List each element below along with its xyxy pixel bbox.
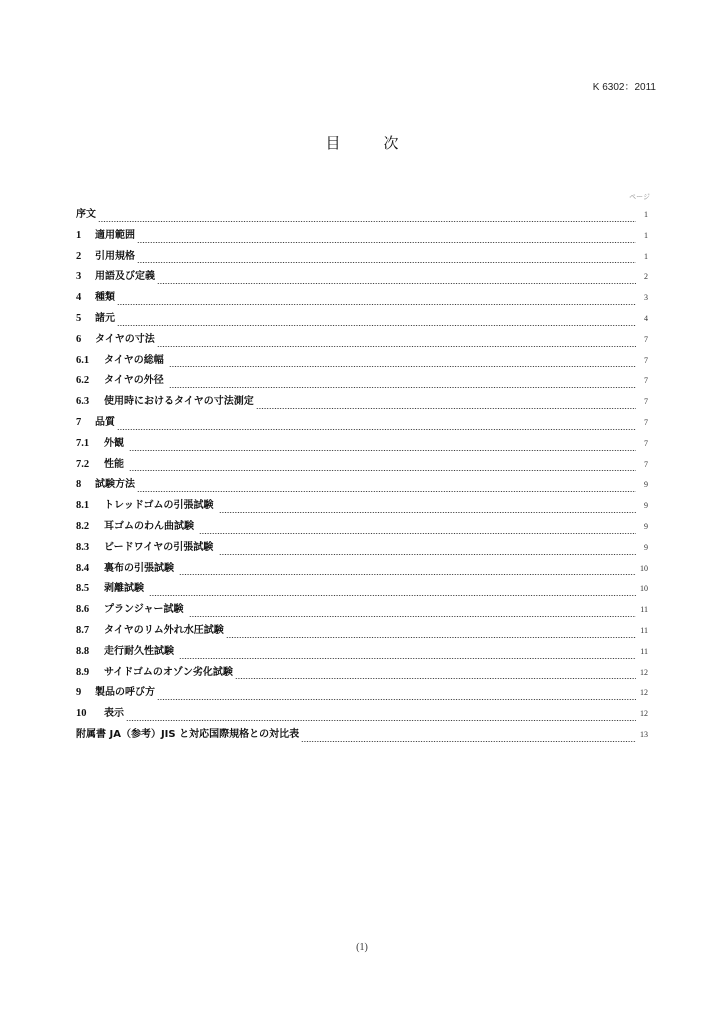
toc-entry-title: 製品の呼び方 [95, 687, 155, 699]
dot-leader [226, 637, 636, 638]
toc-entry[interactable] [76, 371, 648, 392]
toc-entry[interactable] [76, 226, 648, 247]
toc-entry-title: 表示 [104, 708, 124, 720]
dot-leader [126, 720, 636, 721]
toc-entry-title: 引用規格 [95, 250, 135, 262]
toc-entry-title: 用語及び定義 [95, 271, 155, 283]
dot-leader [129, 450, 636, 451]
toc-entry[interactable] [76, 621, 648, 642]
toc-entry[interactable] [76, 455, 648, 476]
dot-leader [256, 408, 636, 409]
dot-leader [301, 741, 636, 742]
toc-entry-page: 9 [644, 501, 648, 511]
dot-leader [149, 595, 636, 596]
dot-leader [117, 429, 636, 430]
toc-entry[interactable] [76, 683, 648, 704]
toc-entry-number: 8.9 [76, 666, 90, 678]
toc-entry-number: 1 [76, 229, 82, 241]
toc-entry-title: 耳ゴムのわん曲試験 [104, 520, 198, 532]
toc-entry-page: 12 [640, 688, 648, 698]
toc-entry-number: 6.3 [76, 396, 90, 408]
toc-entry-page: 2 [644, 272, 648, 282]
toc-entry-page: 1 [644, 251, 648, 261]
toc-entry-title: 使用時におけるタイヤの寸法測定 [104, 396, 254, 408]
toc-entry-page: 3 [644, 293, 648, 303]
toc-entry-number: 8.5 [76, 583, 90, 595]
dot-leader [179, 658, 636, 659]
toc-entry-title: タイヤのリム外れ水圧試験 [104, 624, 224, 636]
toc-entry-number: 5 [76, 312, 82, 324]
toc-entry-page: 7 [644, 355, 648, 365]
toc-entry[interactable] [76, 434, 648, 455]
toc-entry-page: 11 [640, 605, 648, 615]
toc-entry-title: 品質 [95, 416, 115, 428]
toc-entry[interactable] [76, 663, 648, 684]
toc-entry-page: 13 [640, 729, 648, 739]
toc-entry-number: 3 [76, 271, 82, 283]
toc-entry[interactable] [76, 538, 648, 559]
toc-entry-title: 走行耐久性試験 [104, 645, 178, 657]
toc-entry-page: 1 [644, 230, 648, 240]
page-column-label: ページ [629, 193, 650, 201]
toc-entry-page: 1 [644, 210, 648, 219]
toc-entry[interactable] [76, 517, 648, 538]
toc-entry-page: 7 [644, 334, 648, 344]
standard-number: K 6302：2011 [592, 82, 656, 93]
toc-entry-number: 6.2 [76, 375, 90, 387]
toc-entry[interactable] [76, 288, 648, 309]
toc-entry-number: 7 [76, 416, 82, 428]
toc-entry-page: 7 [644, 459, 648, 469]
toc-entry-page: 7 [644, 438, 648, 448]
toc-entry[interactable] [76, 330, 648, 351]
toc-entry-page: 10 [640, 563, 648, 573]
toc-entry[interactable] [76, 579, 648, 600]
toc-entry-number: 8.8 [76, 645, 90, 657]
toc-entry-title: 附属書 JA（参考）JIS と対応国際規格との対比表 [76, 728, 300, 740]
dot-leader [117, 325, 636, 326]
toc-entry-page: 7 [644, 376, 648, 386]
dot-leader [169, 366, 636, 367]
toc-entry-page: 7 [644, 417, 648, 427]
toc-entry-number: 7.2 [76, 458, 90, 470]
dot-leader [157, 283, 636, 284]
toc-entry[interactable] [76, 704, 648, 725]
dot-leader [235, 678, 636, 679]
toc-entry-title: 序文 [76, 209, 96, 220]
toc-entry[interactable] [76, 351, 648, 372]
dot-leader [189, 616, 636, 617]
toc-entry-title: 裏布の引張試験 [104, 562, 178, 574]
toc-entry-title: 種類 [95, 292, 115, 304]
toc-entry-number: 6 [76, 333, 82, 345]
toc-entry[interactable] [76, 267, 648, 288]
toc-entry-title: サイドゴムのオゾン劣化試験 [104, 666, 233, 678]
toc-entry-number: 8.4 [76, 562, 90, 574]
toc-entry-title: 性能 [104, 458, 128, 470]
dot-leader [117, 304, 636, 305]
dot-leader [157, 699, 636, 700]
toc-entry[interactable] [76, 559, 648, 580]
toc-entry[interactable] [76, 475, 648, 496]
toc-entry-number: 6.1 [76, 354, 90, 366]
toc-entry-page: 12 [640, 667, 648, 677]
toc-entry-number: 8.3 [76, 541, 90, 553]
toc-entry[interactable] [76, 600, 648, 621]
dot-leader [219, 512, 636, 513]
toc-entry-title: 諸元 [95, 312, 115, 324]
dot-leader [157, 346, 636, 347]
toc-entry-page: 9 [644, 480, 648, 490]
toc-entry-title: 適用範囲 [95, 229, 135, 241]
toc-entry-title: トレッドゴムの引張試験 [104, 500, 217, 512]
toc-entry-page: 11 [640, 625, 648, 635]
dot-leader [137, 491, 636, 492]
toc-entry-title: タイヤの総幅 [104, 354, 168, 366]
toc-entry-number: 7.1 [76, 437, 90, 449]
toc-entry-number: 8.7 [76, 624, 90, 636]
dot-leader [179, 574, 636, 575]
table-of-contents [76, 205, 648, 746]
toc-entry[interactable] [76, 392, 648, 413]
toc-entry[interactable] [76, 413, 648, 434]
dot-leader [137, 262, 636, 263]
toc-entry[interactable] [76, 496, 648, 517]
dot-leader [219, 554, 636, 555]
toc-entry-number: 10 [76, 708, 87, 720]
toc-entry-title: ビードワイヤの引張試験 [104, 541, 217, 553]
toc-entry-title: タイヤの寸法 [95, 333, 155, 345]
toc-entry-number: 8 [76, 479, 82, 491]
toc-entry-number: 8.6 [76, 604, 90, 616]
toc-entry-page: 4 [644, 313, 648, 323]
toc-entry-title: プランジャー試験 [104, 604, 188, 616]
dot-leader [98, 221, 636, 222]
toc-entry-page: 9 [644, 542, 648, 552]
toc-entry-number: 4 [76, 292, 82, 304]
toc-entry-page: 12 [640, 709, 648, 719]
toc-entry-page: 7 [644, 397, 648, 407]
toc-entry-number: 8.2 [76, 520, 90, 532]
toc-entry-title: 外観 [104, 437, 128, 449]
dot-leader [199, 533, 636, 534]
toc-entry-title: 試験方法 [95, 479, 135, 491]
toc-entry[interactable] [76, 309, 648, 330]
toc-entry[interactable] [76, 725, 648, 746]
toc-entry-page: 9 [644, 521, 648, 531]
dot-leader [169, 387, 636, 388]
page-title: 目 次 [325, 134, 413, 152]
toc-entry-page: 10 [640, 584, 648, 594]
toc-entry-title: 剥離試験 [104, 583, 148, 595]
toc-entry-number: 2 [76, 250, 82, 262]
toc-entry-page: 11 [640, 646, 648, 656]
footer-page-number: (1) [356, 942, 368, 953]
toc-entry[interactable] [76, 642, 648, 663]
toc-entry[interactable] [76, 205, 648, 226]
toc-entry-number: 9 [76, 687, 82, 699]
dot-leader [129, 470, 636, 471]
toc-entry-title: タイヤの外径 [104, 375, 168, 387]
dot-leader [137, 242, 636, 243]
toc-entry-number: 8.1 [76, 500, 90, 512]
toc-entry[interactable] [76, 247, 648, 268]
